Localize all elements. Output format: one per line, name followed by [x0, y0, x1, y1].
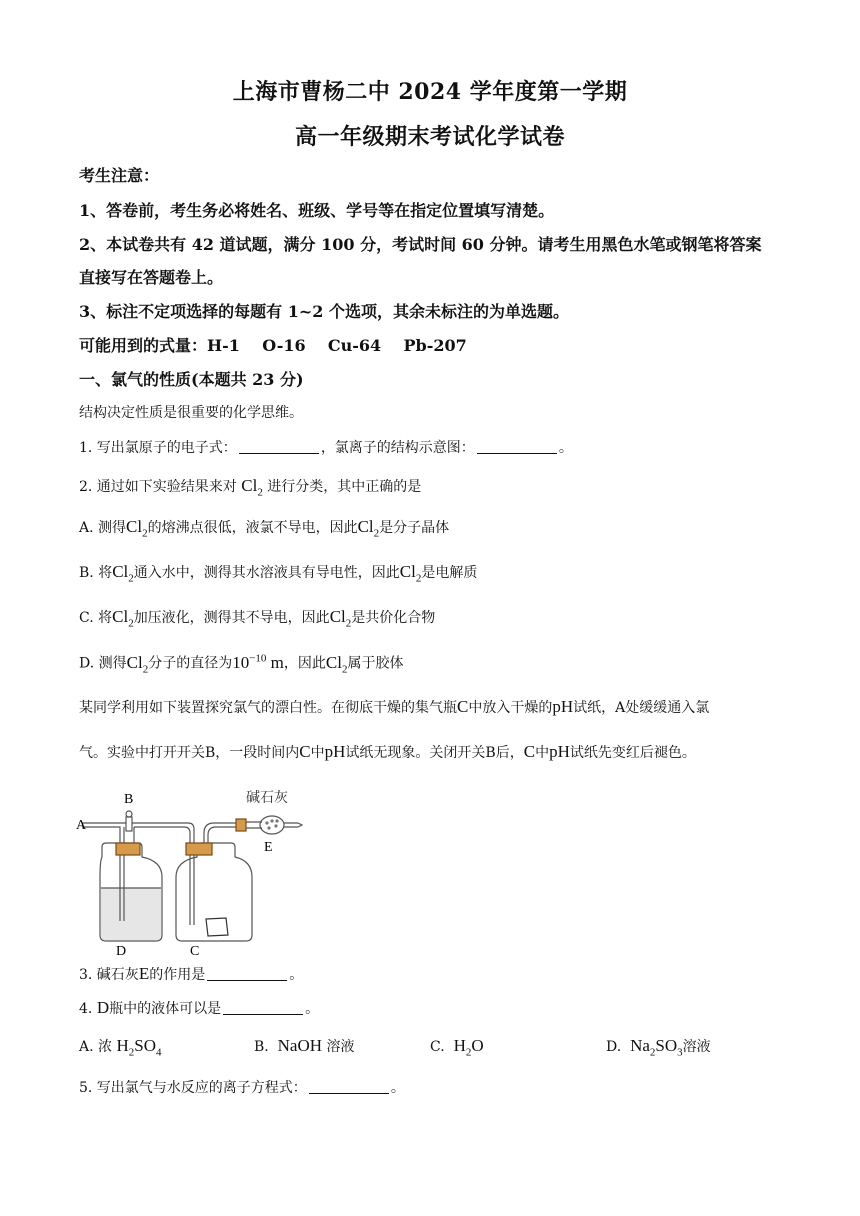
q2c-p3: 是共价化合物: [351, 610, 436, 626]
q4c-formula: [453, 1036, 484, 1059]
q2c-cl2-2: [329, 607, 352, 630]
q2-cl2: [241, 476, 263, 499]
exp-l2a: 气。实验中打开开关: [79, 745, 205, 761]
exp-l2c: 中: [310, 745, 325, 761]
q4b-formula: NaOH: [277, 1036, 323, 1055]
q2-text-a: 2. 通过如下实验结果来对: [79, 479, 237, 495]
q2b-cl2-2-base: Cl: [399, 562, 416, 581]
diagram-label-d: D: [116, 944, 127, 955]
q2-option-c[interactable]: [79, 607, 435, 629]
granule: [267, 826, 270, 829]
question-1: [79, 437, 573, 457]
q2b-cl2-1-base: Cl: [112, 562, 129, 581]
diagram-label-a: A: [76, 818, 87, 833]
q4c-s1: 2: [465, 1046, 472, 1059]
q2c-cl2-1-base: Cl: [112, 607, 129, 626]
q4-option-a[interactable]: [79, 1036, 161, 1058]
exp-l2f: 中: [535, 745, 550, 761]
q1-blank-2[interactable]: [477, 439, 557, 454]
question-2: [79, 476, 421, 498]
q4a-formula: [116, 1036, 162, 1059]
q4a-f1: H: [116, 1036, 129, 1055]
q4b-label: B.: [254, 1039, 269, 1055]
stopper-c: [186, 843, 212, 855]
q3-c: 。: [289, 967, 304, 983]
q2c-cl2-2-sub: 2: [345, 617, 352, 630]
q2-cl2-base: Cl: [241, 476, 258, 495]
ph-paper: [206, 918, 228, 936]
q2b-cl2-2: [399, 562, 422, 585]
drying-tube-outlet: [284, 823, 302, 827]
q2b-p3: 是电解质: [421, 565, 478, 581]
q2d-cl2-2: [325, 652, 348, 676]
q2a-cl2-1: [126, 517, 148, 540]
q2-cl2-sub: 2: [257, 486, 263, 499]
q4-a: 4.: [79, 1001, 93, 1017]
q2d-unit: m: [270, 652, 284, 672]
notice-item-2-cont: 直接写在答题卷上。: [79, 268, 224, 287]
q1-text-b: ，氯离子的结构示意图：: [320, 440, 475, 456]
q2b-cl2-1-sub: 2: [128, 572, 134, 585]
q2d-cl2-1-base: Cl: [126, 652, 143, 672]
q2d-cl2-1: [126, 652, 149, 676]
q4-option-b[interactable]: [254, 1036, 355, 1056]
q2c-cl2-1: [112, 607, 134, 630]
q2-option-a[interactable]: [79, 517, 449, 539]
diagram-label-b: B: [124, 792, 134, 807]
q2d-cl2-2-base: Cl: [325, 652, 342, 672]
exp-l2-ph2: pH: [549, 742, 570, 761]
drying-tube-bulb: [260, 816, 284, 834]
granule: [274, 824, 277, 827]
q3-blank[interactable]: [207, 966, 287, 981]
rubber-connector: [236, 819, 246, 831]
q2d-p3: ，因此: [283, 655, 326, 672]
apparatus-svg: [76, 785, 316, 955]
exp-l1a: 某同学利用如下装置探究氯气的漂白性。在彻底干燥的集气瓶: [79, 700, 457, 716]
q4-option-c[interactable]: [430, 1036, 484, 1058]
question-4: [79, 998, 319, 1018]
q2-option-b[interactable]: [79, 562, 477, 584]
exp-l2-b2: B: [485, 745, 496, 761]
formula-masses-label: 可能用到的式量：: [79, 336, 208, 355]
q4-c: 。: [305, 1001, 320, 1017]
experiment-text-line-1: [79, 697, 709, 717]
q3-e: E: [138, 964, 150, 983]
q2c-cl2-2-base: Cl: [329, 607, 346, 626]
exam-title-line2: 高一年级期末考试化学试卷: [294, 124, 565, 150]
section-1-intro: 结构决定性质是很重要的化学思维。: [79, 405, 303, 421]
q3-a: 3. 碱石灰: [79, 967, 139, 983]
q4b-tail: 溶液: [326, 1039, 355, 1055]
q2d-p1: D. 测得: [79, 655, 127, 672]
stopcock-b: [126, 817, 132, 831]
q1-text-a: 1. 写出氯原子的电子式：: [79, 440, 237, 456]
q2a-cl2-2-base: Cl: [357, 517, 374, 536]
q4a-s1: 2: [128, 1046, 135, 1059]
q2a-cl2-2-sub: 2: [373, 527, 380, 540]
q2b-p1: B. 将: [79, 565, 113, 581]
exp-l1-a: A: [615, 700, 626, 716]
q5-blank[interactable]: [309, 1079, 389, 1094]
apparatus-diagram: [76, 785, 316, 955]
q2c-p1: C. 将: [79, 610, 113, 626]
diagram-label-c: C: [190, 944, 200, 955]
mass-h: H-1: [207, 336, 240, 355]
notice-heading: 考生注意：: [79, 166, 160, 185]
liquid-d: [101, 888, 161, 940]
mass-pb: Pb-207: [403, 336, 467, 355]
exp-l2e: 后，: [495, 745, 524, 761]
notice-item-1: 1、答卷前，考生务必将姓名、班级、学号等在指定位置填写清楚。: [79, 201, 555, 220]
q2d-cl2-2-sub: 2: [341, 663, 348, 676]
q2d-exp-base: 10: [232, 652, 250, 672]
q2b-p2: 通入水中，测得其水溶液具有导电性，因此: [133, 565, 400, 581]
q5-c: 。: [390, 1080, 405, 1096]
q4d-f1: Na: [630, 1036, 650, 1055]
q4-d: D: [96, 998, 110, 1017]
exp-l1b: 中放入干燥的: [468, 700, 553, 716]
q2a-p2: 的熔沸点很低，液氯不导电，因此: [147, 520, 358, 536]
q2a-p1: A. 测得: [79, 520, 127, 536]
q4-option-d[interactable]: [606, 1036, 711, 1058]
diagram-label-e: E: [264, 840, 273, 855]
question-5: [79, 1077, 405, 1097]
exp-l2d: 试纸无现象。关闭开关: [345, 745, 486, 761]
q2-option-d[interactable]: [79, 652, 403, 675]
q4c-f2: O: [471, 1036, 484, 1055]
q2d-exp-sup: −10: [249, 652, 267, 664]
q2a-cl2-2: [357, 517, 380, 540]
q5-a: 5. 写出氯气与水反应的离子方程式：: [79, 1080, 307, 1096]
exp-l2-c1: C: [299, 742, 311, 761]
formula-masses: [79, 333, 467, 356]
exp-l1-ph: pH: [552, 697, 574, 716]
mass-o: O-16: [262, 336, 306, 355]
q4a-f2: SO: [134, 1036, 156, 1055]
granule: [275, 819, 278, 822]
q2c-p2: 加压液化，测得其不导电，因此: [133, 610, 330, 626]
q4a-s2: 4: [155, 1046, 162, 1059]
q4d-label: D.: [606, 1039, 622, 1055]
q2d-cl2-1-sub: 2: [142, 663, 149, 676]
q4-b: 瓶中的液体可以是: [109, 1001, 222, 1017]
q4d-formula: [630, 1036, 683, 1059]
exp-l2g: 试纸先变红后褪色。: [569, 745, 696, 761]
q4c-label: C.: [430, 1039, 445, 1055]
q4d-s2: 3: [677, 1046, 683, 1059]
q2d-p2: 分子的直径为: [148, 655, 233, 672]
mass-cu: Cu-64: [327, 336, 382, 355]
granule: [265, 821, 268, 824]
q2a-cl2-1-base: Cl: [126, 517, 143, 536]
q2a-p3: 是分子晶体: [379, 520, 450, 536]
q4a-label: A. 浓: [79, 1039, 113, 1055]
q4d-tail: 溶液: [682, 1039, 711, 1055]
stopcock-b-knob: [126, 811, 132, 817]
exp-l2-c2: C: [523, 742, 536, 761]
question-3: [79, 964, 303, 984]
exp-l2-b: B: [205, 745, 216, 761]
q2-text-b: 进行分类，其中正确的是: [267, 479, 422, 495]
diagram-label-soda-lime: 碱石灰: [246, 791, 288, 806]
q2b-cl2-1: [112, 562, 134, 585]
exp-l2b: ，一段时间内: [215, 745, 300, 761]
exam-title-line1: 上海市曹杨二中 2024 学年度第一学期: [232, 79, 628, 105]
q2d-diameter: [232, 653, 284, 672]
exp-l1-c: C: [457, 697, 469, 716]
exp-l1c: 试纸，: [573, 700, 616, 716]
notice-item-3: 3、标注不定项选择的每题有 1~2 个选项，其余未标注的为单选题。: [79, 302, 569, 321]
q4d-f2: SO: [655, 1036, 678, 1055]
q2b-cl2-2-sub: 2: [415, 572, 422, 585]
q2a-cl2-1-sub: 2: [142, 527, 148, 540]
bottle-c: [176, 843, 252, 941]
exp-l2-ph1: pH: [324, 742, 346, 761]
q4c-f1: H: [453, 1036, 466, 1055]
notice-item-2: 2、本试卷共有 42 道试题，满分 100 分，考试时间 60 分钟。请考生用黑色水笔或钢笔将答案: [79, 235, 762, 254]
q2c-cl2-1-sub: 2: [128, 617, 134, 630]
section-1-heading: 一、氯气的性质(本题共 23 分): [79, 370, 304, 389]
q3-b: 的作用是: [149, 967, 206, 983]
stopper-d: [116, 843, 140, 855]
experiment-text-line-2: [79, 742, 696, 762]
granule: [270, 819, 273, 822]
q2d-p4: 属于胶体: [347, 655, 404, 672]
q1-text-c: 。: [558, 440, 573, 456]
q4d-s1: 2: [649, 1046, 656, 1059]
q4-blank[interactable]: [223, 1000, 303, 1015]
exp-l1d: 处缓缓通入氯: [625, 700, 710, 716]
q1-blank-1[interactable]: [239, 439, 319, 454]
